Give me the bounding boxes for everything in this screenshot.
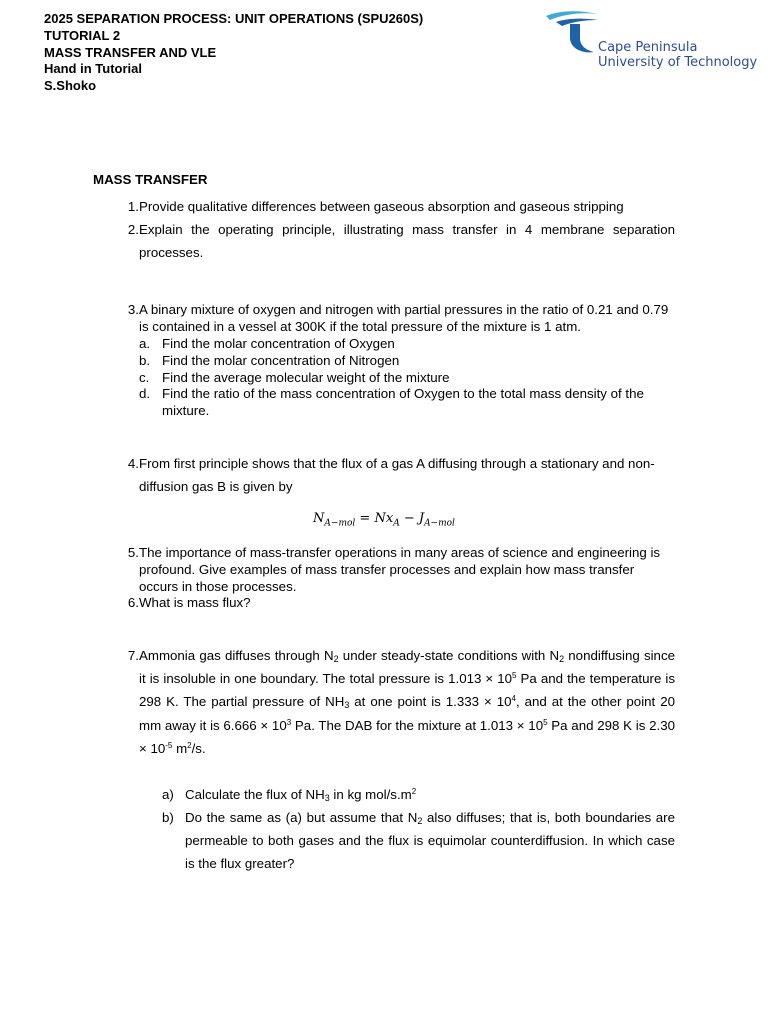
sub-label: b) [162,810,174,825]
question-text: The importance of mass-transfer operations in many areas of science and engineering is profound. Give examples of mass transfer processes and explain how mass transfer occurs in those processes. [139,545,661,594]
question-number: 6. [127,595,139,610]
sub-text: Find the ratio of the mass concentration of Oxygen to the total mass density of the mixture. [162,386,644,418]
logo-line-1: Cape Peninsula [598,40,698,55]
header-author: S.Shoko [44,78,97,94]
header-tutorial: TUTORIAL 2 [44,27,121,43]
question-number: 1. [127,199,139,214]
sub-text: Find the molar concentration of Oxygen [162,336,395,351]
sub-label: d. [139,386,151,401]
question-text: What is mass flux? [139,595,251,610]
question-text: Ammonia gas diffuses through N2 under steady-state conditions with N2 nondiffusing since it is insoluble in one boundary. The total pressure is $1.013 \times 10^5$ Pa and the temperature is 298 K. The partial pressure of NH3 at one point is $1.333 \times 10^4$, and at the other point 20 mm away it is $6.666 \times 10^3$ Pa. The DAB for the mixture at $1.013 \times 10^5$ Pa and 298 K is $2.30 \times 10^{-5}$ $m^2/s$. [139,648,675,756]
flux-equation: $N_{A-mol} = Nx_A - J_{A-mol}$ [313,511,455,529]
question-text: Explain the operating principle, illustrating mass transfer in 4 membrane separation processes. [139,222,675,260]
question-text: A binary mixture of oxygen and nitrogen with partial pressures in the ratio of 0.21 and 0.79 is contained in a vessel at 300K if the total pressure of the mixture is 1 atm. [139,302,669,334]
header-course: 2025 SEPARATION PROCESS: UNIT OPERATIONS (SPU260S) [44,11,424,26]
section-title: MASS TRANSFER [93,172,208,187]
question-number: 3. [127,302,139,317]
question-text: Provide qualitative differences between gaseous absorption and gaseous stripping [139,199,624,214]
question-number: 4. [127,456,139,471]
university-logo [540,8,762,74]
header-topic: MASS TRANSFER AND VLE [44,44,217,60]
logo-line-2: University of Technology [598,55,758,70]
sub-text: Find the molar concentration of Nitrogen [162,353,400,368]
sub-label: c. [139,370,150,385]
sub-label: a. [139,336,151,351]
sub-label: b. [139,353,151,368]
sub-text: Find the average molecular weight of the mixture [162,370,450,385]
question-number: 5. [127,545,139,560]
question-number: 2. [127,222,139,237]
question-text: From first principle shows that the flux of a gas A diffusing through a stationary and non-diffusion gas B is given by [139,456,655,494]
header-note: Hand in Tutorial [44,61,142,77]
sub-text: Do the same as (a) but assume that N2 also diffuses; that is, both boundaries are permeable to both gases and the flux is equimolar counterdiffusion. In which case is the flux greater? [185,810,675,871]
question-number: 7. [127,648,139,663]
sub-text: Calculate the flux of NH3 in kg mol/$s.m^2$ [185,787,417,803]
sub-label: a) [162,787,174,802]
logo-text [598,40,757,70]
document-header [44,11,423,95]
